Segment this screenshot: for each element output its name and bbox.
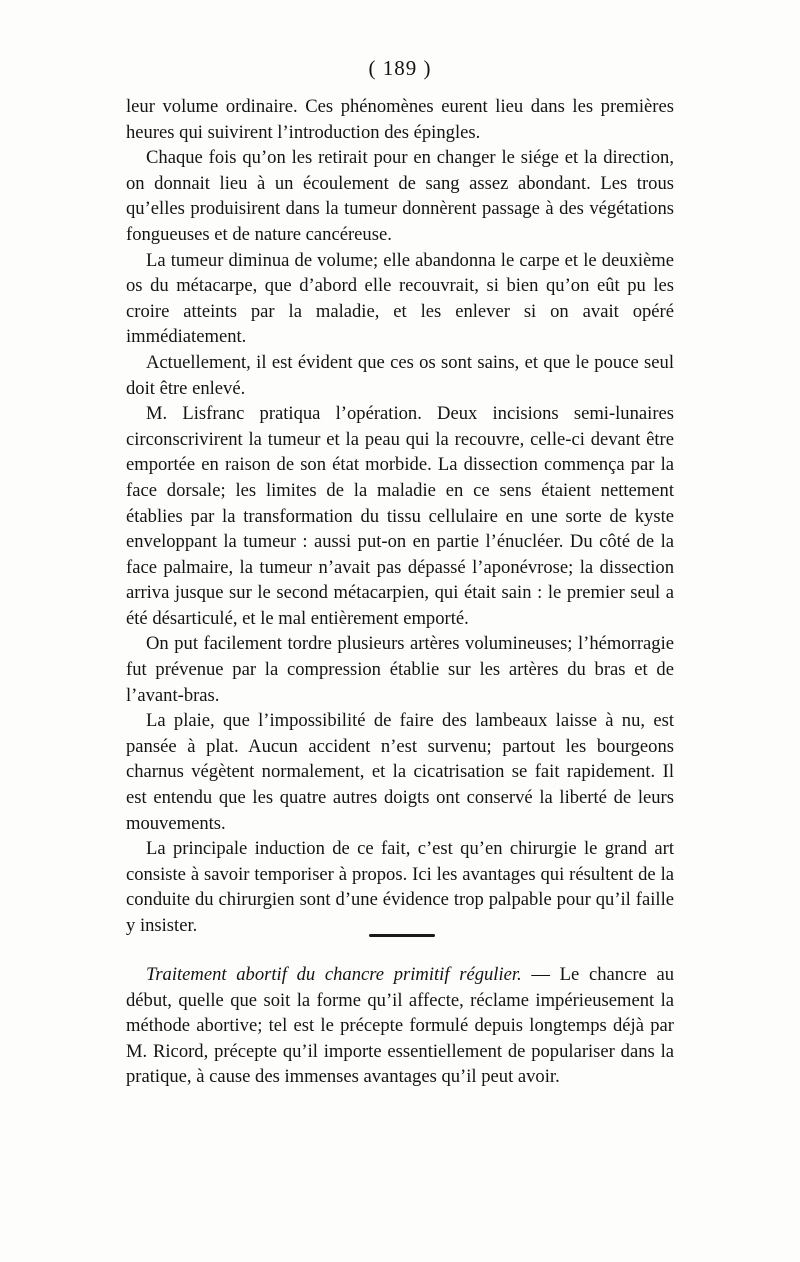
paragraph-wound: La plaie, que l’impossibilité de faire des lambeaux laisse à nu, est pansée à plat. Aucun accident n’est survenu; partout les bourgeons charnus végètent normalement, et la cicatrisation se fait rapidement. Il est entendu que les quatre autres doigts ont conservé la liberté de leurs mouvements. [126,710,674,834]
page-number: ( 189 ) [368,56,432,80]
paragraph-conclusion: La principale induction de ce fait, c’est qu’en chirurgie le grand art consiste à savoir temporiser à propos. Ici les avantages qui résultent de la conduite du chirurgien sont d’une évidence trop palpable pour qu’il faille y insister. [126,838,674,936]
section-divider [369,934,435,937]
paragraph-continuation: leur volume ordinaire. Ces phénomènes eurent lieu dans les premières heures qui suivirent l’introduction des épingles. [126,96,674,143]
paragraph-operation: M. Lisfranc pratiqua l’opération. Deux incisions semi-lunaires circonscrivirent la tumeur et la peau qui la recouvre, celle-ci devant être emportée en raison de son état morbide. La dissection commença par la face dorsale; les limites de la maladie en ce sens étaient nettement établies par la transformation du tissu cellulaire en une sorte de kyste enveloppant la tumeur : aussi put-on en partie l’énucléer. Du côté de la face palmaire, la tumeur n’avait pas dépassé l’aponévrose; la dissection arriva jusque sur le second métacarpien, qui était sain : le premier seul a été désarticulé, et le mal entièrement emporté. [126,403,674,629]
section-title: Traitement abortif du chancre primitif régulier. [146,964,522,985]
section-chancre [126,962,674,1090]
section-dash: — [521,964,560,985]
section-paragraph [126,962,674,1090]
section-text: Le chancre au début, quelle que soit la forme qu’il affecte, réclame impérieusement la méthode abortive; tel est le précepte formulé depuis longtemps déjà par M. Ricord, précepte qu’il importe essentiellement de populariser dans la pratique, à cause des immenses avantages qu’il peut avoir. [126,964,674,1088]
paragraph-withdrawal: Chaque fois qu’on les retirait pour en changer le siége et la direction, on donnait lieu à un écoulement de sang assez abondant. Les trous qu’elles produisirent dans la tumeur donnèrent passage à des végétations fongueuses et de nature cancéreuse. [126,147,674,245]
paragraph-hemorrhage: On put facilement tordre plusieurs artères volumineuses; l’hémorragie fut prévenue par la compression établie sur les artères du bras et de l’avant-bras. [126,633,674,706]
paragraph-tumor-reduction: La tumeur diminua de volume; elle abandonna le carpe et le deuxième os du métacarpe, que d’abord elle recouvrait, si bien qu’on eût pu les croire atteints par la maladie, et les enlever si on avait opéré immédiatement. [126,249,674,348]
paragraph-current-state: Actuellement, il est évident que ces os sont sains, et que le pouce seul doit être enlevé. [126,351,674,399]
body-text [126,94,674,939]
